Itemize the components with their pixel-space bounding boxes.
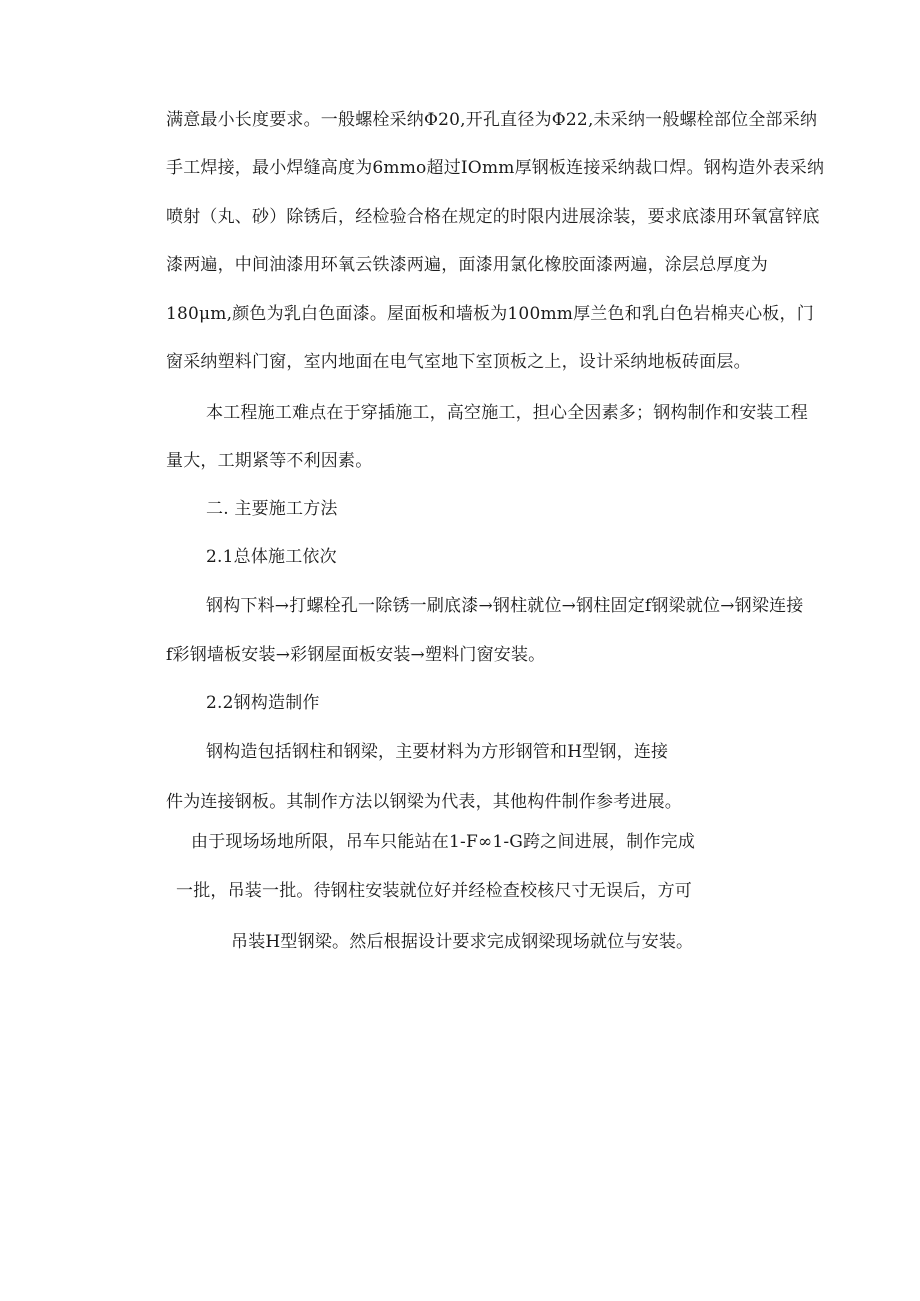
paragraph-line: 手工焊接，最小焊缝高度为6mmo超过IOmm厚钢板连接采纳裁口焊。钢构造外表采纳	[166, 158, 825, 178]
paragraph-line: 窗采纳塑料门窗，室内地面在电气室地下室顶板之上，设计采纳地板砖面层。	[166, 352, 751, 372]
subsection-heading: 2.1总体施工依次	[206, 547, 337, 567]
paragraph-line: 本工程施工难点在于穿插施工，高空施工，担心全因素多；钢构制作和安装工程	[206, 403, 808, 423]
paragraph-line: 漆两遍，中间油漆用环氧云铁漆两遍，面漆用氯化橡胶面漆两遍，涂层总厚度为	[166, 255, 768, 275]
paragraph-line: 由于现场场地所限，吊车只能站在1-F∞1-G跨之间进展，制作完成	[191, 832, 696, 852]
subsection-heading: 2.2钢构造制作	[206, 693, 320, 713]
paragraph-line: 一批，吊装一批。待钢柱安装就位好并经检查校核尺寸无误后，方可	[176, 881, 692, 901]
paragraph-line: 吊装H型钢梁。然后根据设计要求完成钢梁现场就位与安装。	[231, 932, 694, 952]
paragraph-line: 钢构造包括钢柱和钢梁，主要材料为方形钢管和H型钢，连接	[206, 742, 669, 762]
paragraph-line: 180μm,颜色为乳白色面漆。屋面板和墙板为100mm厚兰色和乳白色岩棉夹心板，门	[166, 304, 814, 324]
paragraph-line: f彩钢墙板安装→彩钢屋面板安装→塑料门窗安装。	[166, 645, 546, 665]
paragraph-line: 量大，工期紧等不利因素。	[166, 451, 373, 471]
paragraph-line: 喷射（丸、砂）除锈后，经检验合格在规定的时限内进展涂装，要求底漆用环氧富锌底	[166, 207, 820, 227]
paragraph-line: 满意最小长度要求。一般螺栓采纳Φ20,开孔直径为Φ22,未采纳一般螺栓部位全部采纳	[166, 110, 818, 130]
section-heading: 二. 主要施工方法	[206, 499, 338, 519]
paragraph-line: 钢构下料→打螺栓孔一除锈一刷底漆→钢柱就位→钢柱固定f钢梁就位→钢梁连接	[206, 596, 804, 616]
paragraph-line: 件为连接钢板。其制作方法以钢梁为代表，其他构件制作参考进展。	[166, 792, 682, 812]
